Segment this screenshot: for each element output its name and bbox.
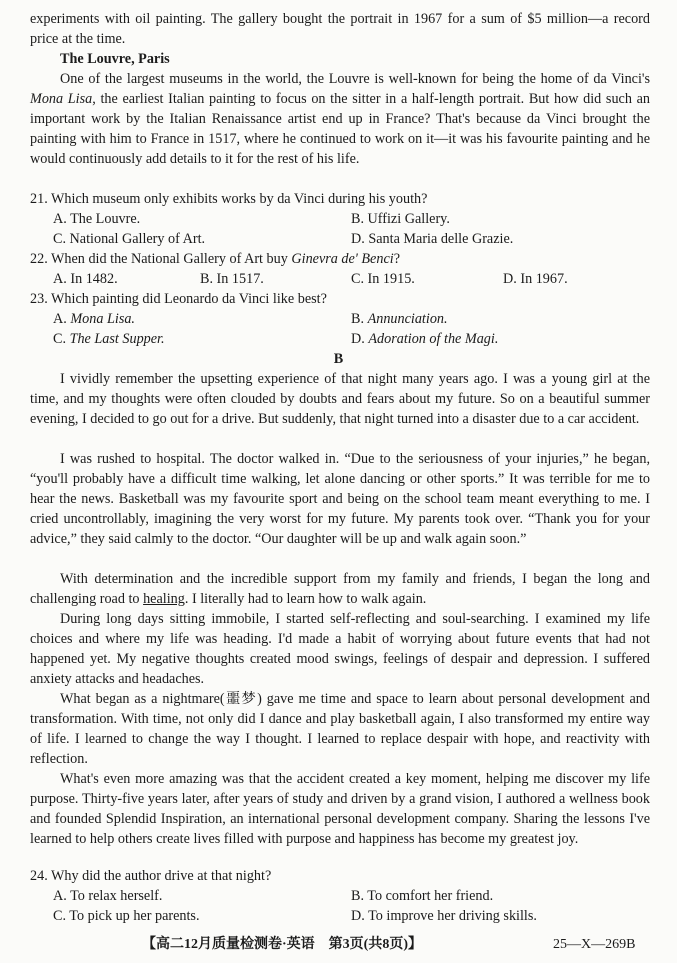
question-23-option-a[interactable]	[53, 309, 135, 329]
question-22-option-d[interactable]: D. In 1967.	[503, 271, 568, 287]
page-footer: 【高二12月质量检测卷·英语 第3页(共8页)】	[142, 937, 422, 952]
question-22-option-c[interactable]: C. In 1915.	[351, 271, 415, 287]
question-23-option-d[interactable]	[351, 329, 498, 349]
question-22-stem-title: Ginevra de' Benci	[291, 251, 394, 267]
question-21-option-a[interactable]: A. The Louvre.	[53, 211, 141, 227]
question-24-option-a[interactable]: A. To relax herself.	[53, 888, 163, 904]
passage-b-paragraph-5: What began as a nightmare(噩梦) gave me time and space to learn about personal development and transformation. With time, not only did I dance and play basketball again, I also transformed my entire way of life. I learned to change the way I thought. I learned to replace despair with hope, and reactivity with reflection.	[30, 691, 650, 767]
passage-a-paragraph: experiments with oil painting. The gallery bought the portrait in 1967 for a sum of $5 million—a record price at the time.	[30, 11, 650, 47]
option-title: The Last Supper.	[69, 331, 165, 347]
question-23-option-c[interactable]	[53, 329, 165, 349]
question-24-option-b[interactable]: B. To comfort her friend.	[351, 888, 494, 904]
passage-b-paragraph-4: During long days sitting immobile, I started self-reflecting and soul-searching. I examined my life choices and where my life was heading. I'd made a habit of worrying about future events that had not happened yet. My negative thoughts created mood swings, feelings of despair and depression. I suffered anxiety attacks and headaches.	[30, 611, 650, 687]
question-22-option-b[interactable]: B. In 1517.	[200, 271, 264, 287]
paragraph-text: With determination and the incredible support from my family and friends, I began the long and challenging road to	[30, 571, 650, 607]
passage-b-paragraph-6: What's even more amazing was that the accident created a key moment, helping me discover my life purpose. Thirty-five years later, after years of study and driven by a grand vision, I authored a wellness book and founded Splendid Inspiration, an international personal development company. Sharing the lessons I've learned to help others create lives filled with purpose and happiness has become my greatest joy.	[30, 771, 650, 847]
section-heading-louvre: The Louvre, Paris	[60, 51, 170, 67]
question-21-option-b[interactable]: B. Uffizi Gallery.	[351, 211, 450, 227]
question-21-option-d[interactable]: D. Santa Maria delle Grazie.	[351, 231, 514, 247]
question-22-stem-end: ?	[393, 251, 400, 267]
passage-b-paragraph-1: I vividly remember the upsetting experience of that night many years ago. I was a young girl at the time, and my thoughts were often clouded by doubts and fears about my future. So on a beautiful summer evening, I decided to go out for a drive. But suddenly, that night turned into a disaster due to a car accident.	[30, 371, 650, 427]
question-24-option-d[interactable]: D. To improve her driving skills.	[351, 908, 537, 924]
underlined-word-healing: healing	[143, 591, 185, 607]
passage-b-paragraph-2: I was rushed to hospital. The doctor walked in. “Due to the seriousness of your injuries,” he began, “you'll probably have a difficult time walking, let alone dancing or other sports.” It was terrible for me to hear the news. Basketball was my favourite sport and being on the school team meant everything to me. I cried uncontrollably, imagining the very worst for my future. My parents took over. “Thank you for your advice,” they said calmly to the doctor. “Our daughter will be up and walk again soon.”	[30, 451, 650, 547]
question-21-option-c[interactable]: C. National Gallery of Art.	[53, 231, 206, 247]
louvre-paragraph-text: One of the largest museums in the world, the Louvre is well-known for being the home of da Vinci's Mona Lisa, the earliest Italian painting to focus on the sitter in a half-length portrait. But how did such an important work by the Italian Renaissance artist end up in France? That's because da Vinci brought the painting with him to France in 1517, where he continued to work on it—it was his favourite painting and he would continuously add details to it for the rest of his life.	[30, 71, 651, 167]
passage-b-paragraph-3	[30, 569, 650, 609]
question-23-stem: 23. Which painting did Leonardo da Vinci like best?	[30, 291, 327, 307]
option-letter: B.	[351, 311, 368, 327]
section-b-label: B	[333, 351, 344, 367]
passage-a-paragraph	[30, 69, 650, 169]
paragraph-text: . I literally had to learn how to walk again.	[184, 591, 427, 607]
question-21-stem: 21. Which museum only exhibits works by da Vinci during his youth?	[30, 191, 428, 207]
italic-title-mona-lisa: Mona Lisa	[30, 91, 93, 107]
question-24-stem: 24. Why did the author drive at that night?	[30, 868, 272, 884]
option-title: Adoration of the Magi.	[368, 331, 499, 347]
exam-code: 25—X—269B	[553, 937, 636, 952]
question-24-option-c[interactable]: C. To pick up her parents.	[53, 908, 200, 924]
option-letter: C.	[53, 331, 70, 347]
question-22-option-a[interactable]: A. In 1482.	[53, 271, 118, 287]
question-22-stem	[30, 249, 650, 269]
question-22-stem-text: 22. When did the National Gallery of Art buy	[30, 251, 292, 267]
option-title: Annunciation.	[367, 311, 448, 327]
option-letter: A.	[53, 311, 71, 327]
option-title: Mona Lisa.	[70, 311, 135, 327]
question-23-option-b[interactable]	[351, 309, 448, 329]
option-letter: D.	[351, 331, 369, 347]
